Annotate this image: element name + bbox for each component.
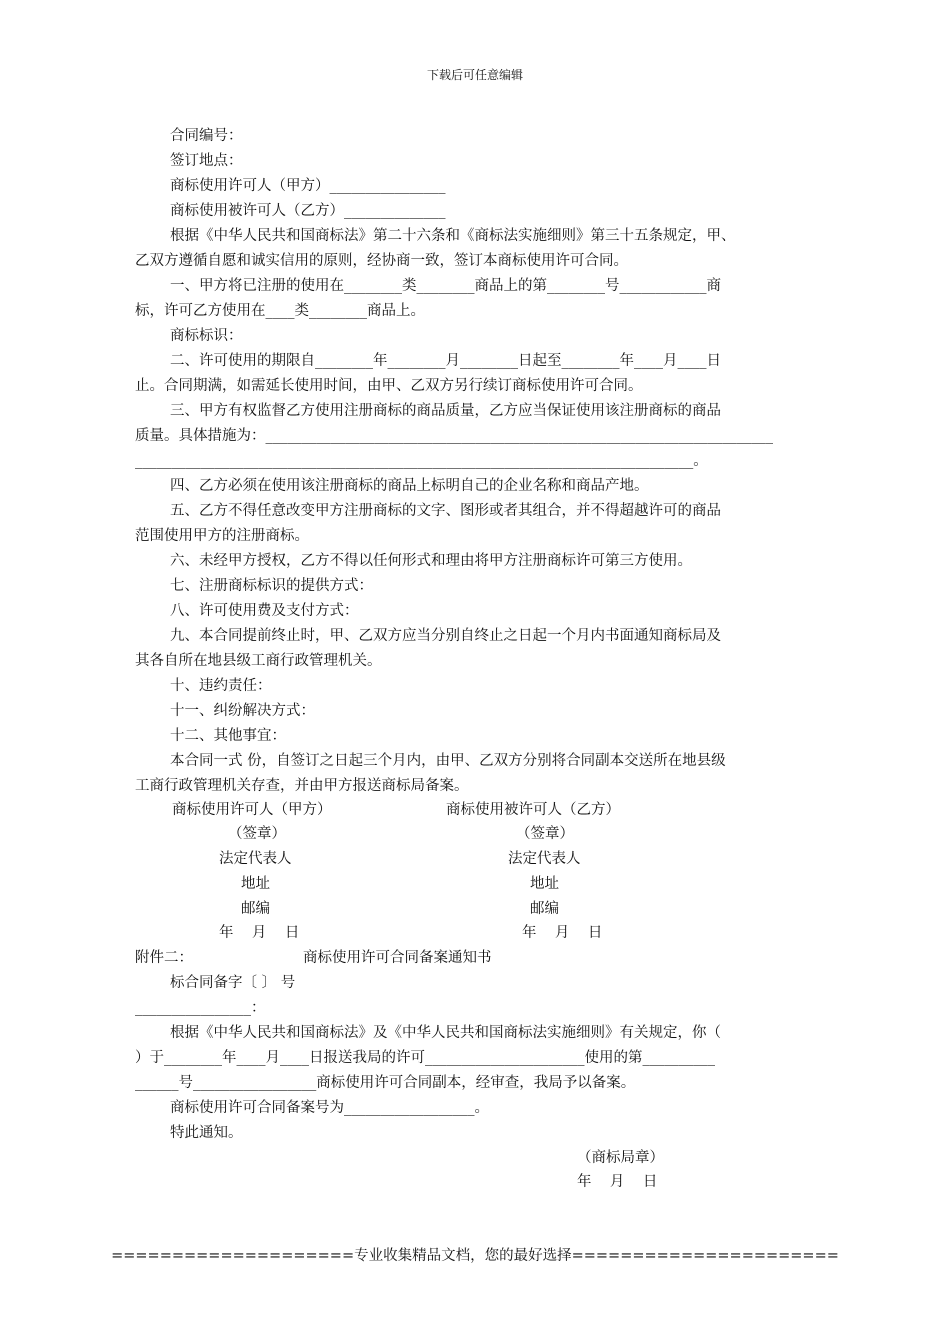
clause-9-line-2: 其各自所在地县级工商行政管理机关。 (135, 653, 382, 669)
appendix-ref: 标合同备字〔 〕 号 (170, 975, 296, 991)
party-a-label: 商标使用许可人（甲方） (172, 802, 332, 818)
party-a-address: 地址 (241, 876, 270, 892)
bureau-seal: （商标局章） (577, 1150, 664, 1166)
party-b-postcode: 邮编 (530, 901, 559, 917)
appendix-line-2: ）于________年____月____日报送我局的许可______________________使用的第__________ (135, 1050, 715, 1066)
appendix-recipient-blank: ________________： (135, 1000, 266, 1016)
clause-9-line-1: 九、本合同提前终止时，甲、乙双方应当分别自终止之日起一个月内书面通知商标局及 (170, 628, 721, 644)
licensor-line: 商标使用许可人（甲方）________________ (170, 178, 446, 194)
clause-8: 八、许可使用费及支付方式： (170, 603, 359, 619)
party-a-postcode: 邮编 (241, 901, 270, 917)
footer-banner: ====================专业收集精品文档，您的最好选择====================== (111, 1248, 839, 1264)
party-b-rep: 法定代表人 (508, 851, 581, 867)
clause-5-line-2: 范围使用甲方的注册商标。 (135, 528, 309, 544)
licensee-line: 商标使用被许可人（乙方）______________ (170, 203, 446, 219)
clause-1-line-2: 标，许可乙方使用在____类________商品上。 (135, 303, 425, 319)
clause-10: 十、违约责任： (170, 678, 272, 694)
appendix-line-1: 根据《中华人民共和国商标法》及《中华人民共和国商标法实施细则》有关规定，你（ (170, 1025, 721, 1041)
copies-line-1: 本合同一式 份，自签订之日起三个月内，由甲、乙双方分别将合同副本交送所在地县级 (170, 753, 726, 769)
signing-place-label: 签订地点： (170, 153, 243, 169)
party-b-address: 地址 (530, 876, 559, 892)
clause-12: 十二、其他事宜： (170, 728, 286, 744)
appendix-line-4: 商标使用许可合同备案号为__________________。 (170, 1100, 489, 1116)
clause-7: 七、注册商标标识的提供方式： (170, 578, 373, 594)
clause-1-line-1: 一、甲方将已注册的使用在________类________商品上的第________号____________商 (170, 278, 721, 294)
contract-number-label: 合同编号： (170, 128, 243, 144)
clause-2-line-2: 止。合同期满，如需延长使用时间，由甲、乙双方另行续订商标使用许可合同。 (135, 378, 643, 394)
appendix-line-3: ______号_________________商标使用许可合同副本，经审查，我局予以备案。 (135, 1075, 636, 1091)
clause-3-line-2: 质量。具体措施为：______________________________________________________________________ (135, 428, 773, 444)
party-a-date: 年 月 日 (219, 925, 300, 941)
party-a-rep: 法定代表人 (219, 851, 292, 867)
bureau-date: 年 月 日 (577, 1174, 658, 1190)
party-b-label: 商标使用被许可人（乙方） (446, 802, 620, 818)
clause-3-line-1: 三、甲方有权监督乙方使用注册商标的商品质量，乙方应当保证使用该注册商标的商品 (170, 403, 721, 419)
header-note: 下载后可任意编辑 (426, 68, 523, 82)
clause-2-line-1: 二、许可使用的期限自________年________月________日起至________年____月____日 (170, 353, 721, 369)
clause-6: 六、未经甲方授权，乙方不得以任何形式和理由将甲方注册商标许可第三方使用。 (170, 553, 692, 569)
clause-3-line-3: _____________________________________________________________________________。 (135, 453, 708, 469)
appendix-title: 商标使用许可合同备案通知书 (303, 950, 492, 966)
clause-5-line-1: 五、乙方不得任意改变甲方注册商标的文字、图形或者其组合，并不得超越许可的商品 (170, 503, 721, 519)
preamble-line-1: 根据《中华人民共和国商标法》第二十六条和《商标法实施细则》第三十五条规定，甲、 (170, 228, 736, 244)
appendix-label: 附件二： (135, 950, 193, 966)
trademark-mark-label: 商标标识： (170, 328, 243, 344)
clause-11: 十一、纠纷解决方式： (170, 703, 315, 719)
party-b-seal: （签章） (516, 826, 574, 842)
copies-line-2: 工商行政管理机关存查，并由甲方报送商标局备案。 (135, 778, 469, 794)
party-a-seal: （签章） (228, 826, 286, 842)
preamble-line-2: 乙双方遵循自愿和诚实信用的原则，经协商一致，签订本商标使用许可合同。 (135, 253, 628, 269)
appendix-line-5: 特此通知。 (170, 1125, 243, 1141)
clause-4: 四、乙方必须在使用该注册商标的商品上标明自己的企业名称和商品产地。 (170, 478, 649, 494)
party-b-date: 年 月 日 (522, 925, 603, 941)
